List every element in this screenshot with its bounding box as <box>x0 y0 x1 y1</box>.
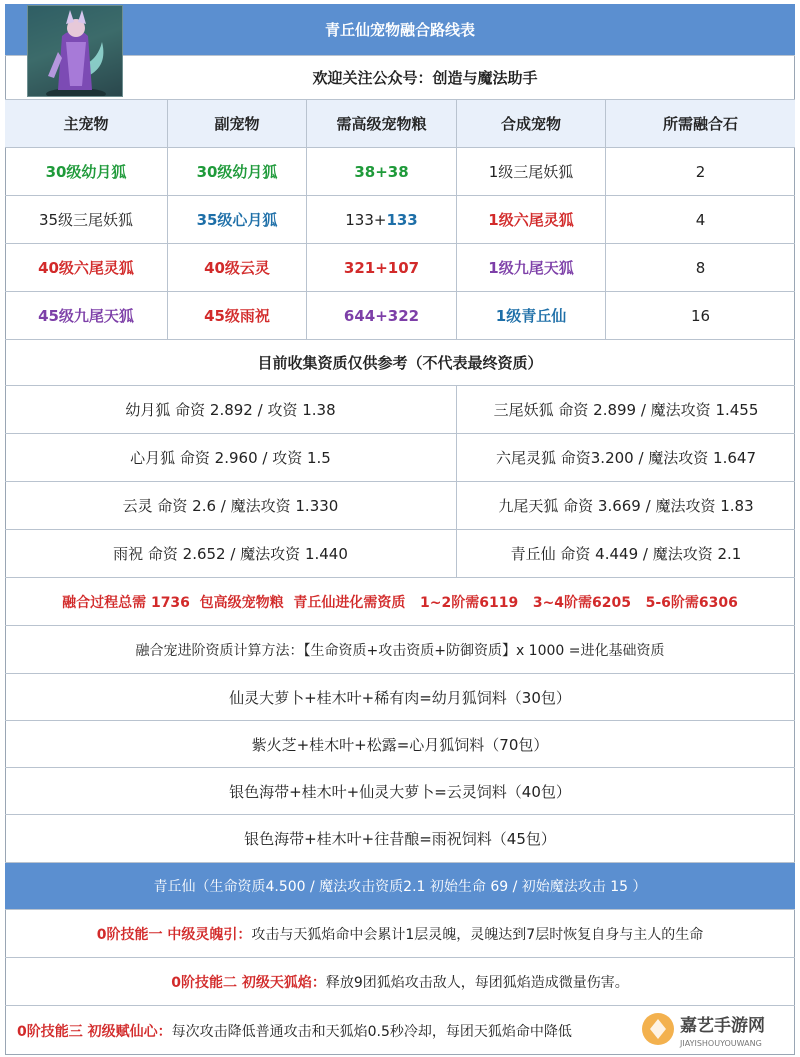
header-main-pet: 主宠物 <box>5 100 168 147</box>
food-cell: 644+322 <box>307 292 457 339</box>
skill-row <box>5 958 795 1006</box>
recipe-text: 仙灵大萝卜+桂木叶+稀有肉=幼月狐饲料（30包） <box>229 688 571 707</box>
header-stones: 所需融合石 <box>662 115 738 133</box>
aptitude-right: 六尾灵狐 命资3.200 / 魔法攻资 1.647 <box>495 449 756 467</box>
watermark-main: 嘉艺手游网 <box>680 1016 765 1036</box>
qingqiu-stats-bar <box>5 863 795 910</box>
table-header-row <box>5 100 795 148</box>
main-pet-cell: 30级幼月狐 <box>5 148 168 195</box>
recipe-text: 紫火芝+桂木叶+松露=心月狐饲料（70包） <box>251 735 549 754</box>
recipe-row <box>5 815 795 863</box>
recipe-row <box>5 721 795 768</box>
qingqiu-stats: 青丘仙（生命资质4.500 / 魔法攻击资质2.1 初始生命 69 / 初始魔法攻击 15 ） <box>153 879 647 895</box>
sub-pet-cell: 35级心月狐 <box>168 196 307 243</box>
main-pet-cell: 40级六尾灵狐 <box>5 244 168 291</box>
title-bar <box>5 4 795 56</box>
skill-line <box>5 910 795 957</box>
skill-line <box>5 958 795 1005</box>
sub-pet-cell: 40级云灵 <box>168 244 307 291</box>
recipe-text: 银色海带+桂木叶+仙灵大萝卜=云灵饲料（40包） <box>229 782 571 801</box>
site-watermark-logo <box>638 1009 790 1051</box>
header-pet-food: 需高级宠物粮 <box>307 100 457 147</box>
formula-line: 融合宠进阶资质计算方法：【生命资质+攻击资质+防御资质】x 1000 =进化基础资质 <box>135 642 665 659</box>
formula-row <box>5 626 795 674</box>
food-cell: 321+107 <box>307 244 457 291</box>
skill-desc: 每次攻击降低普通攻击和天狐焰0.5秒冷却，每团天狐焰命中降低 <box>171 1023 572 1040</box>
aptitude-right: 三尾妖狐 命资 2.899 / 魔法攻资 1.455 <box>493 401 759 419</box>
aptitude-row <box>5 434 795 482</box>
aptitude-row <box>5 386 795 434</box>
subtitle-row <box>5 56 795 100</box>
aptitude-left: 心月狐 命资 2.960 / 攻资 1.5 <box>5 434 457 481</box>
header-sub-pet: 副宠物 <box>168 100 307 147</box>
result-pet-cell: 1级青丘仙 <box>457 292 606 339</box>
food-cell-part-a: 133+ <box>345 210 387 229</box>
food-cell <box>307 196 457 243</box>
recipe-text: 银色海带+桂木叶+往昔酿=雨祝饲料（45包） <box>244 830 556 848</box>
stones-cell: 2 <box>695 162 706 181</box>
recipe-row <box>5 768 795 815</box>
skill-label: 0阶技能三 初级赋仙心： <box>17 1023 172 1040</box>
recipe-row <box>5 674 795 721</box>
aptitude-right: 九尾天狐 命资 3.669 / 魔法攻资 1.83 <box>498 497 754 515</box>
main-pet-cell: 35级三尾妖狐 <box>5 196 168 243</box>
sub-pet-cell: 45级雨祝 <box>168 292 307 339</box>
subtitle: 欢迎关注公众号：创造与魔法助手 <box>312 69 538 87</box>
table-row <box>5 196 795 244</box>
result-pet-cell: 1级六尾灵狐 <box>457 196 606 243</box>
total-row <box>5 578 795 626</box>
skill-desc: 释放9团狐焰攻击敌人，每团狐焰造成微量伤害。 <box>325 974 629 991</box>
stones-cell: 4 <box>695 210 706 229</box>
main-pet-cell: 45级九尾天狐 <box>5 292 168 339</box>
aptitude-right: 青丘仙 命资 4.449 / 魔法攻资 2.1 <box>510 545 742 563</box>
table-row <box>5 244 795 292</box>
aptitude-left: 云灵 命资 2.6 / 魔法攻资 1.330 <box>5 482 457 529</box>
skill-label: 0阶技能二 初级天狐焰： <box>171 974 326 991</box>
watermark-sub: JIAYISHOUYOUWANG <box>680 1039 762 1048</box>
skill-desc: 攻击与天狐焰命中会累计1层灵魄，灵魄达到7层时恢复自身与主人的生命 <box>251 926 704 943</box>
skill-label: 0阶技能一 中级灵魄引： <box>96 926 252 943</box>
table-row <box>5 292 795 340</box>
aptitude-row <box>5 482 795 530</box>
stones-cell: 8 <box>695 258 706 277</box>
aptitude-title-row <box>5 340 795 386</box>
table-row <box>5 148 795 196</box>
aptitude-title: 目前收集资质仅供参考（不代表最终资质） <box>257 354 543 372</box>
stones-cell: 16 <box>690 306 711 325</box>
aptitude-row <box>5 530 795 578</box>
food-cell: 38+38 <box>307 148 457 195</box>
sub-pet-cell: 30级幼月狐 <box>168 148 307 195</box>
food-cell-part-b: 133 <box>386 210 418 229</box>
total-line: 融合过程总需 1736 包高级宠物粮 青丘仙进化需资质 1~2阶需6119 3~4阶需6205 5-6阶需6306 <box>62 594 738 611</box>
result-pet-cell: 1级九尾天狐 <box>457 244 606 291</box>
page-title: 青丘仙宠物融合路线表 <box>324 21 475 39</box>
aptitude-left: 雨祝 命资 2.652 / 魔法攻资 1.440 <box>5 530 457 577</box>
header-result-pet: 合成宠物 <box>457 100 606 147</box>
skill-row <box>5 910 795 958</box>
aptitude-left: 幼月狐 命资 2.892 / 攻资 1.38 <box>5 386 457 433</box>
result-pet-cell: 1级三尾妖狐 <box>457 148 606 195</box>
